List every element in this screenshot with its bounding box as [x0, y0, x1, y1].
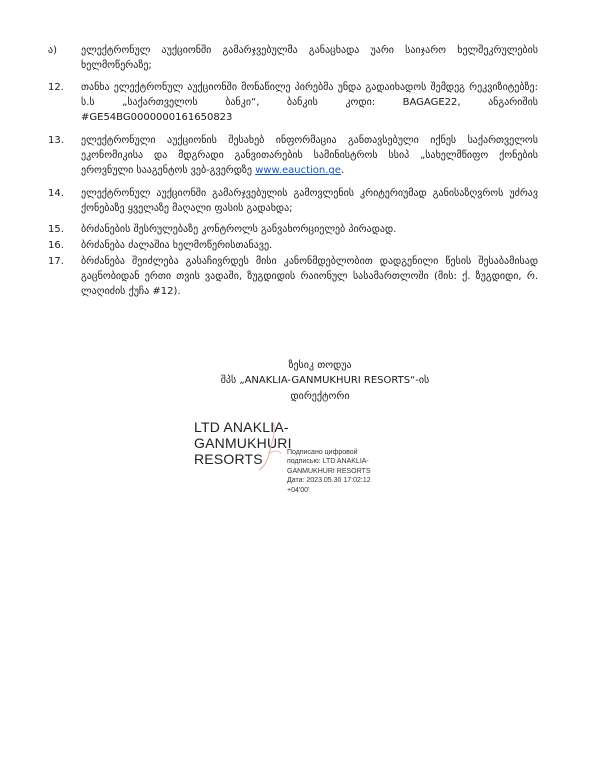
signatory-name: ზესიკ თოდუა [288, 360, 352, 371]
item-text [81, 133, 538, 179]
signature-mark-icon [255, 420, 285, 472]
logo-line: GANMUKHURI [194, 435, 292, 451]
signature-info-line: +04'00' [287, 486, 310, 494]
item-text: ბრძანება ძალაშია ხელმოწერისთანავე. [81, 240, 273, 251]
signature-info-line: подписью: LTD ANAKLIA- [287, 458, 369, 466]
logo-line: LTD ANAKLIA- [194, 419, 289, 435]
logo-line: RESORTS [194, 451, 263, 467]
item-number: 12. [48, 82, 64, 93]
signatory-company: შპს „ANAKLIA-GANMUKHURI RESORTS“-ის [220, 375, 430, 386]
item-number: 14. [48, 188, 64, 199]
list-item [48, 80, 538, 126]
list-item [48, 222, 538, 237]
list-item [48, 238, 538, 253]
list-item [48, 133, 538, 179]
eauction-link[interactable]: www.eauction.ge [255, 165, 341, 177]
item-text: თანხა ელექტრონულ აუქციონში მონაწილე პირებმა უნდა გადაიხადოს შემდეგ რეკვიზიტებზე: ს.ს „საქართველოს ბანკი“, ბანკის კოდი: BAGAGE22, ანგარიშის #GE54BG0000000161650823 [81, 82, 538, 124]
item-number: 16. [48, 240, 64, 251]
item-text-before: ელექტრონული აუქციონის შესახებ ინფორმაცია განთავსებული იქნეს საქართველოს ეკონომიკისა და მდგრადი განვითარების სამინისტროს სსიპ „სახელმწიფო ქონების ეროვნული სააგენტოს ვებ-გვერდზე [81, 135, 538, 177]
item-text: ბრძანების შესრულებაზე კონტროლს განვახორციელებ პირადად. [81, 224, 397, 235]
signature-info-line: Дата: 2023.05.30 17:02:12 [287, 477, 371, 485]
signature-info-line: GANMUKHURI RESORTS [287, 467, 371, 475]
item-number: 15. [48, 224, 64, 235]
signature-info-line: Подписано цифровой [287, 449, 358, 456]
signatory-role: დირექტორი [290, 391, 350, 402]
item-number: 13. [48, 135, 64, 146]
list-item [48, 186, 538, 216]
list-item [48, 43, 538, 73]
item-text: ბრძანება შეიძლება გასაჩივრდეს მისი კანონმდებლობით დადგენილი წესის შესაბამისად გაცნობიდან ერთი თვის ვადაში, ზუგდიდის რაიონულ სასამართლოში (მის: ქ. ზუგდიდი, რ. ლაღიძის ქუჩა #12). [81, 256, 538, 298]
item-number: 17. [48, 256, 64, 267]
item-text-after: . [340, 165, 345, 177]
list-item [48, 254, 538, 300]
item-text: ელექტრონულ აუქციონში გამარჯვებულის გამოვლენის კრიტერიუმად განისაზღვროს უძრავ ქონებაზე ყველაზე მაღალი ფასის გადახდა; [81, 188, 538, 215]
digital-signature-info [287, 448, 371, 495]
item-number: ა) [48, 45, 57, 56]
item-text: ელექტრონულ აუქციონში გამარჯვებულმა განაცხადა უარი საიჯარო ხელშეკრულების ხელმოწერაზე; [81, 45, 538, 72]
